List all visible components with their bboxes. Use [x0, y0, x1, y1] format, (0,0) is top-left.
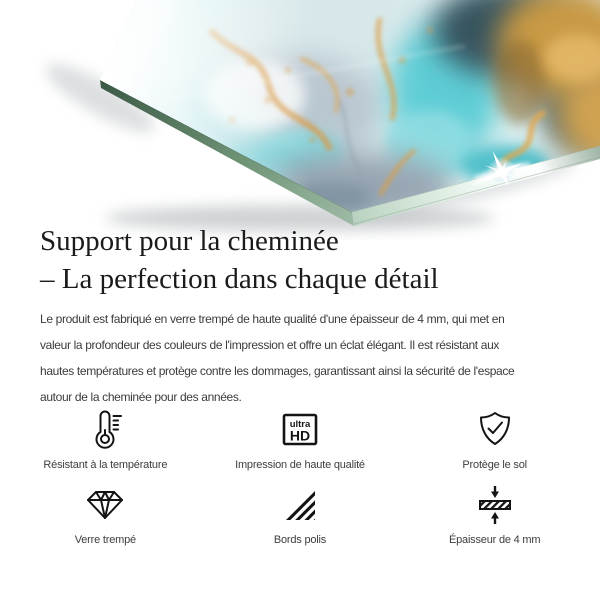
- description-line: valeur la profondeur des couleurs de l'impression et offre un éclat élégant. Il est résistant aux: [40, 338, 500, 352]
- feature-label: Épaisseur de 4 mm: [448, 534, 541, 546]
- feature-polished-edges: [203, 475, 398, 546]
- diamond-icon: [83, 483, 127, 527]
- shield-check-icon: [473, 408, 517, 452]
- feature-label: Bords polis: [273, 534, 327, 546]
- polished-edges-icon: [278, 483, 322, 527]
- description-line: autour de la cheminée pour des années.: [40, 390, 242, 404]
- product-image: [0, 0, 600, 240]
- page-title-line1: Support pour la cheminée: [40, 225, 339, 257]
- thickness-icon: [473, 483, 517, 527]
- page-title: [40, 222, 570, 298]
- feature-label: Protège le sol: [462, 459, 527, 471]
- ultra-hd-icon: [278, 408, 322, 452]
- feature-print-quality: [203, 400, 398, 471]
- feature-label: Résistant à la température: [43, 459, 168, 471]
- features-grid: [8, 400, 592, 546]
- thermometer-icon: [83, 408, 127, 452]
- feature-temperature: [8, 400, 203, 471]
- feature-floor-protection: [397, 400, 592, 471]
- ultra-hd-text-bottom: HD: [289, 427, 311, 444]
- feature-label: Impression de haute qualité: [235, 459, 365, 471]
- feature-thickness: [397, 475, 592, 546]
- feature-tempered-glass: [8, 475, 203, 546]
- feature-label: Verre trempé: [74, 534, 136, 546]
- description-line: hautes températures et protège contre les dommages, garantissant ainsi la sécurité de l'espace: [40, 364, 515, 378]
- page-title-line2: – La perfection dans chaque détail: [40, 263, 439, 295]
- product-description: [40, 306, 596, 410]
- ultra-hd-text-top: ultra: [289, 419, 311, 430]
- description-line: Le produit est fabriqué en verre trempé de haute qualité d'une épaisseur de 4 mm, qui met en: [40, 312, 505, 326]
